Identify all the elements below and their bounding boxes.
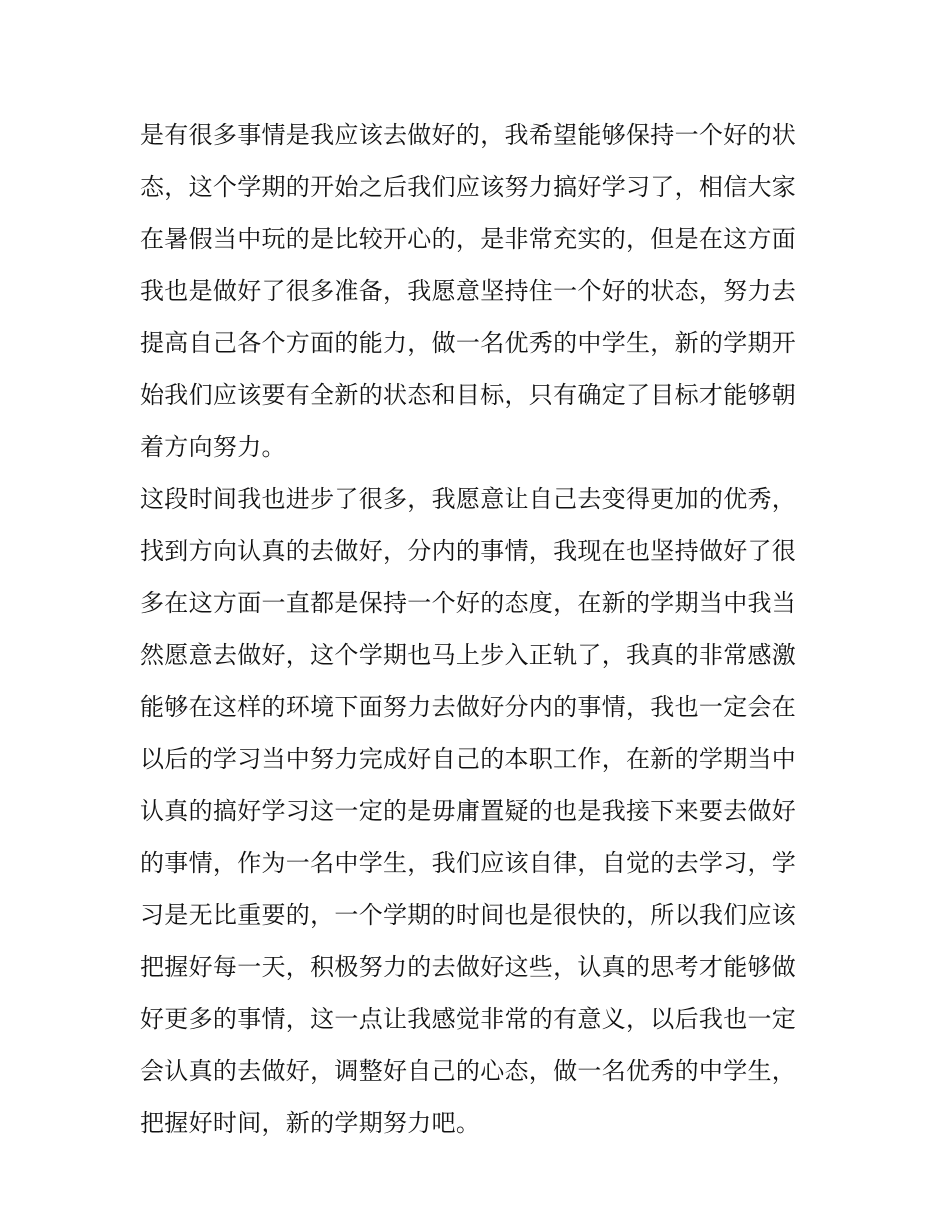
paragraph-line: 能够在这样的环境下面努力去做好分内的事情，我也一定会在 bbox=[140, 693, 797, 721]
paragraph-line: 我也是做好了很多准备，我愿意坚持住一个好的状态，努力去 bbox=[140, 277, 797, 305]
paragraph-line: 然愿意去做好，这个学期也马上步入正轨了，我真的非常感激 bbox=[140, 641, 797, 669]
paragraph-line: 提高自己各个方面的能力，做一名优秀的中学生，新的学期开 bbox=[140, 329, 797, 357]
paragraph-line: 多在这方面一直都是保持一个好的态度，在新的学期当中我当 bbox=[140, 589, 797, 617]
paragraph-line: 把握好每一天，积极努力的去做好这些，认真的思考才能够做 bbox=[140, 953, 797, 981]
paragraph-line: 是有很多事情是我应该去做好的，我希望能够保持一个好的状 bbox=[140, 121, 797, 149]
paragraph-line: 会认真的去做好，调整好自己的心态，做一名优秀的中学生， bbox=[140, 1057, 797, 1085]
paragraph-2 bbox=[140, 473, 830, 1149]
paragraph-line: 以后的学习当中努力完成好自己的本职工作，在新的学期当中 bbox=[140, 745, 797, 773]
paragraph-line: 在暑假当中玩的是比较开心的，是非常充实的，但是在这方面 bbox=[140, 225, 797, 253]
paragraph-line: 的事情，作为一名中学生，我们应该自律，自觉的去学习，学 bbox=[140, 849, 797, 877]
document-body bbox=[140, 109, 830, 1149]
paragraph-line: 好更多的事情，这一点让我感觉非常的有意义，以后我也一定 bbox=[140, 1005, 797, 1033]
paragraph-line: 这段时间我也进步了很多，我愿意让自己去变得更加的优秀， bbox=[140, 485, 797, 513]
paragraph-line: 把握好时间，新的学期努力吧。 bbox=[140, 1109, 481, 1137]
paragraph-line: 认真的搞好学习这一定的是毋庸置疑的也是我接下来要去做好 bbox=[140, 797, 797, 825]
paragraph-line: 着方向努力。 bbox=[140, 433, 286, 461]
paragraph-1 bbox=[140, 109, 830, 473]
paragraph-line: 态，这个学期的开始之后我们应该努力搞好学习了，相信大家 bbox=[140, 173, 797, 201]
paragraph-line: 习是无比重要的，一个学期的时间也是很快的，所以我们应该 bbox=[140, 901, 797, 929]
paragraph-line: 找到方向认真的去做好，分内的事情，我现在也坚持做好了很 bbox=[140, 537, 797, 565]
paragraph-line: 始我们应该要有全新的状态和目标，只有确定了目标才能够朝 bbox=[140, 381, 797, 409]
